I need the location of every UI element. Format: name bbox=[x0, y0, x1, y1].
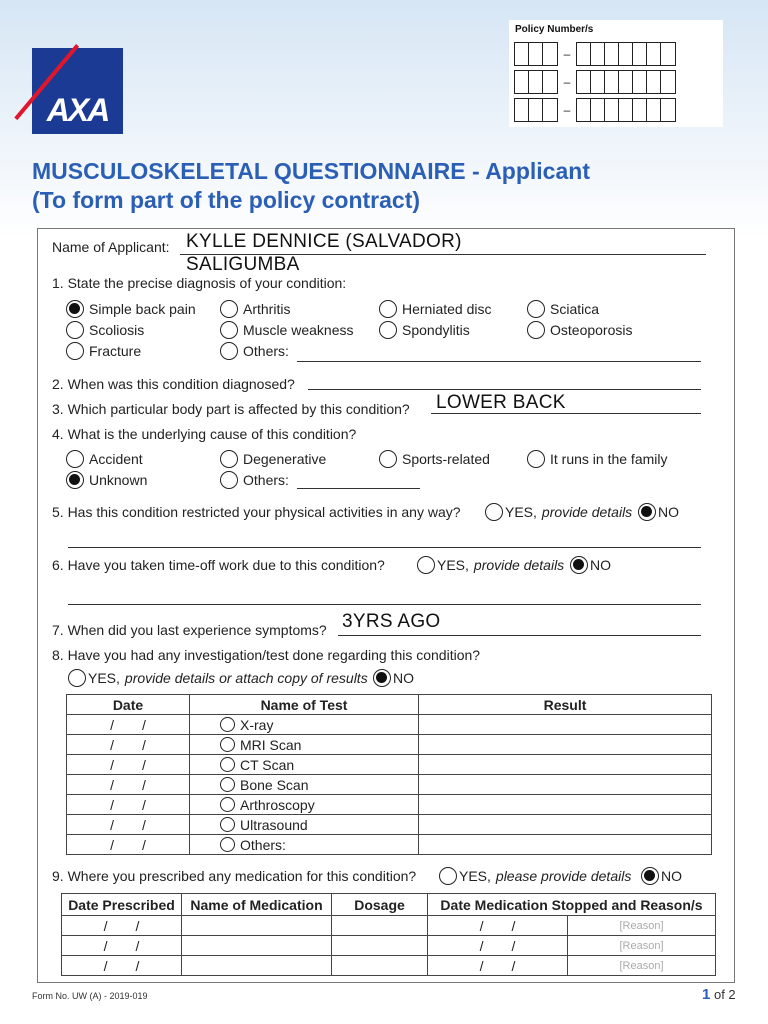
radio-icon[interactable] bbox=[220, 737, 235, 752]
q1-option[interactable]: Fracture bbox=[66, 342, 141, 360]
radio-icon[interactable] bbox=[220, 717, 235, 732]
q4-option[interactable]: Others: bbox=[220, 471, 289, 489]
result-cell[interactable] bbox=[419, 715, 712, 735]
test-cell[interactable]: Ultrasound bbox=[190, 815, 419, 835]
test-cell[interactable]: Bone Scan bbox=[190, 775, 419, 795]
q4-option[interactable]: It runs in the family bbox=[527, 450, 668, 468]
q8-text: 8. Have you had any investigation/test done regarding this condition? bbox=[52, 647, 481, 663]
radio-icon[interactable] bbox=[220, 321, 238, 339]
dosage-cell[interactable] bbox=[332, 936, 428, 956]
result-cell[interactable] bbox=[419, 795, 712, 815]
col-date: Date bbox=[67, 695, 190, 715]
radio-icon[interactable] bbox=[220, 471, 238, 489]
radio-selected-icon[interactable] bbox=[570, 556, 588, 574]
test-cell[interactable]: X-ray bbox=[190, 715, 419, 735]
table-row bbox=[67, 835, 712, 855]
q1-text: 1. State the precise diagnosis of your condition: bbox=[52, 275, 347, 291]
q4-option[interactable]: Unknown bbox=[66, 471, 147, 489]
dosage-cell[interactable] bbox=[332, 956, 428, 976]
radio-icon[interactable] bbox=[220, 300, 238, 318]
stopped-date-cell[interactable]: / / bbox=[428, 956, 568, 976]
radio-icon[interactable] bbox=[485, 503, 503, 521]
q6-details-line[interactable] bbox=[68, 604, 701, 605]
col-dosage: Dosage bbox=[332, 894, 428, 916]
col-date-prescribed: Date Prescribed bbox=[62, 894, 182, 916]
q1-option[interactable]: Sciatica bbox=[527, 300, 599, 318]
q5-details-line[interactable] bbox=[68, 547, 701, 548]
applicant-label: Name of Applicant: bbox=[52, 239, 170, 255]
policy-number-row[interactable]: – bbox=[514, 70, 676, 94]
radio-icon[interactable] bbox=[439, 867, 457, 885]
table-row bbox=[67, 775, 712, 795]
table-row bbox=[62, 916, 716, 936]
table-row bbox=[67, 795, 712, 815]
q8-no-option[interactable]: NO bbox=[373, 669, 414, 687]
q1-option[interactable]: Spondylitis bbox=[379, 321, 470, 339]
stopped-date-cell[interactable]: / / bbox=[428, 936, 568, 956]
q1-others-field[interactable] bbox=[297, 361, 701, 362]
q2-text: 2. When was this condition diagnosed? bbox=[52, 376, 295, 392]
page-number: 1 of 2 bbox=[702, 986, 736, 1003]
col-medication: Name of Medication bbox=[182, 894, 332, 916]
q3-answer: LOWER BACK bbox=[436, 392, 566, 413]
radio-icon[interactable] bbox=[220, 837, 235, 852]
applicant-name-1: KYLLE DENNICE (SALVADOR) bbox=[186, 231, 462, 252]
q1-option[interactable]: Simple back pain bbox=[66, 300, 196, 318]
q6-no-option[interactable]: NO bbox=[570, 556, 611, 574]
radio-icon[interactable] bbox=[220, 757, 235, 772]
radio-icon[interactable] bbox=[379, 321, 397, 339]
date-cell[interactable]: / / bbox=[67, 735, 190, 755]
radio-selected-icon[interactable] bbox=[641, 867, 659, 885]
date-cell[interactable]: / / bbox=[67, 775, 190, 795]
form-number: Form No. UW (A) - 2019-019 bbox=[32, 991, 148, 1001]
date-cell[interactable]: / / bbox=[62, 916, 182, 936]
q2-answer-line[interactable] bbox=[308, 389, 701, 390]
q4-others-field[interactable] bbox=[297, 488, 420, 489]
reason-cell[interactable]: [Reason] bbox=[568, 916, 716, 936]
radio-icon[interactable] bbox=[220, 797, 235, 812]
date-cell[interactable]: / / bbox=[67, 715, 190, 735]
date-cell[interactable]: / / bbox=[62, 956, 182, 976]
page-title bbox=[32, 157, 590, 215]
table-row bbox=[67, 715, 712, 735]
stopped-date-cell[interactable]: / / bbox=[428, 916, 568, 936]
q9-yes-option[interactable]: YES, please provide details bbox=[439, 867, 631, 885]
logo-text: AXA bbox=[46, 92, 109, 128]
q4-option[interactable]: Accident bbox=[66, 450, 143, 468]
q1-option[interactable]: Others: bbox=[220, 342, 289, 360]
q7-text: 7. When did you last experience symptoms? bbox=[52, 622, 327, 638]
q9-text: 9. Where you prescribed any medication for this condition? bbox=[52, 868, 417, 884]
result-cell[interactable] bbox=[419, 835, 712, 855]
result-cell[interactable] bbox=[419, 775, 712, 795]
result-cell[interactable] bbox=[419, 735, 712, 755]
policy-number-row[interactable]: – bbox=[514, 98, 676, 122]
medication-cell[interactable] bbox=[182, 916, 332, 936]
radio-icon[interactable] bbox=[527, 300, 545, 318]
q6-text: 6. Have you taken time-off work due to this condition? bbox=[52, 557, 385, 573]
q1-option[interactable]: Scoliosis bbox=[66, 321, 144, 339]
table-row bbox=[67, 755, 712, 775]
radio-selected-icon[interactable] bbox=[638, 503, 656, 521]
q4-option[interactable]: Degenerative bbox=[220, 450, 326, 468]
q3-text: 3. Which particular body part is affected by this condition? bbox=[52, 401, 410, 417]
test-cell[interactable]: Arthroscopy bbox=[190, 795, 419, 815]
radio-icon[interactable] bbox=[220, 342, 238, 360]
policy-number-box bbox=[509, 20, 723, 127]
radio-icon[interactable] bbox=[220, 817, 235, 832]
test-cell[interactable]: Others: bbox=[190, 835, 419, 855]
date-cell[interactable]: / / bbox=[67, 755, 190, 775]
radio-icon[interactable] bbox=[220, 450, 238, 468]
result-cell[interactable] bbox=[419, 815, 712, 835]
result-cell[interactable] bbox=[419, 755, 712, 775]
radio-icon[interactable] bbox=[527, 321, 545, 339]
medication-table bbox=[61, 893, 716, 976]
policy-number-label: Policy Number/s bbox=[515, 24, 594, 35]
q5-yes-option[interactable]: YES, provide details bbox=[485, 503, 632, 521]
axa-logo bbox=[32, 48, 123, 134]
date-cell[interactable]: / / bbox=[67, 835, 190, 855]
radio-icon[interactable] bbox=[379, 450, 397, 468]
policy-number-row[interactable]: – bbox=[514, 42, 676, 66]
radio-icon[interactable] bbox=[66, 450, 84, 468]
medication-cell[interactable] bbox=[182, 936, 332, 956]
table-row bbox=[62, 936, 716, 956]
table-row bbox=[67, 735, 712, 755]
q8-yes-option[interactable]: YES, provide details or attach copy of results bbox=[68, 669, 368, 687]
q1-option[interactable]: Arthritis bbox=[220, 300, 290, 318]
q5-text: 5. Has this condition restricted your physical activities in any way? bbox=[52, 504, 461, 520]
title-line-2: (To form part of the policy contract) bbox=[32, 187, 421, 213]
medication-cell[interactable] bbox=[182, 956, 332, 976]
radio-selected-icon[interactable] bbox=[66, 300, 84, 318]
dosage-cell[interactable] bbox=[332, 916, 428, 936]
date-cell[interactable]: / / bbox=[67, 795, 190, 815]
q7-answer-line[interactable] bbox=[338, 635, 701, 636]
radio-icon[interactable] bbox=[66, 321, 84, 339]
radio-icon[interactable] bbox=[417, 556, 435, 574]
q4-text: 4. What is the underlying cause of this condition? bbox=[52, 426, 357, 442]
reason-cell[interactable]: [Reason] bbox=[568, 936, 716, 956]
q7-answer: 3YRS AGO bbox=[342, 611, 441, 632]
title-line-1: MUSCULOSKELETAL QUESTIONNAIRE - Applicant bbox=[32, 158, 590, 184]
radio-selected-icon[interactable] bbox=[66, 471, 84, 489]
applicant-name-2: SALIGUMBA bbox=[186, 254, 300, 275]
radio-icon[interactable] bbox=[527, 450, 545, 468]
q9-no-option[interactable]: NO bbox=[641, 867, 682, 885]
date-cell[interactable]: / / bbox=[67, 815, 190, 835]
table-row bbox=[62, 956, 716, 976]
radio-icon[interactable] bbox=[220, 777, 235, 792]
q1-option[interactable]: Osteoporosis bbox=[527, 321, 632, 339]
col-stopped-reason: Date Medication Stopped and Reason/s bbox=[428, 894, 716, 916]
col-test: Name of Test bbox=[190, 695, 419, 715]
q1-option[interactable]: Herniated disc bbox=[379, 300, 492, 318]
table-row bbox=[67, 815, 712, 835]
q6-yes-option[interactable]: YES, provide details bbox=[417, 556, 564, 574]
test-cell[interactable]: CT Scan bbox=[190, 755, 419, 775]
q4-option[interactable]: Sports-related bbox=[379, 450, 490, 468]
radio-icon[interactable] bbox=[379, 300, 397, 318]
q1-option[interactable]: Muscle weakness bbox=[220, 321, 354, 339]
col-result: Result bbox=[419, 695, 712, 715]
test-cell[interactable]: MRI Scan bbox=[190, 735, 419, 755]
radio-selected-icon[interactable] bbox=[373, 669, 391, 687]
radio-icon[interactable] bbox=[66, 342, 84, 360]
reason-cell[interactable]: [Reason] bbox=[568, 956, 716, 976]
radio-icon[interactable] bbox=[68, 669, 86, 687]
test-table bbox=[66, 694, 712, 855]
date-cell[interactable]: / / bbox=[62, 936, 182, 956]
q5-no-option[interactable]: NO bbox=[638, 503, 679, 521]
